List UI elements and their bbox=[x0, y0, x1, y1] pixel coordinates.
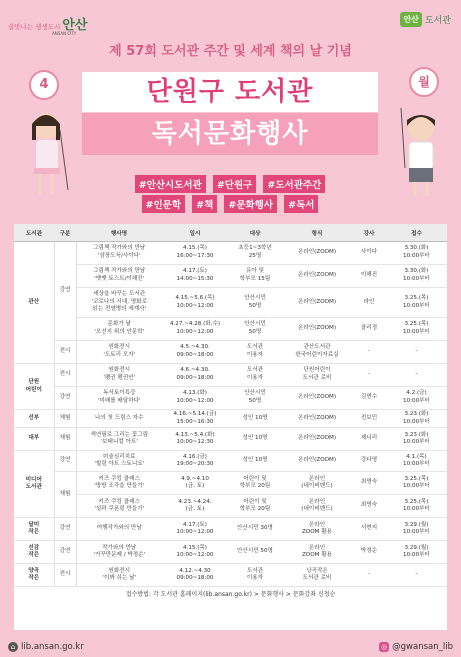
column-header: 구분 bbox=[54, 224, 76, 242]
table-row bbox=[14, 341, 447, 364]
table-row bbox=[14, 364, 447, 387]
table-cell-target: 어린이 및 학부모 20팀 bbox=[228, 495, 282, 518]
table-cell-lecturer: 사이다 bbox=[352, 242, 386, 265]
table-cell-date: 4.15.(목) 16:00~17:30 bbox=[162, 242, 228, 265]
table-cell-event: 여행작가와의 만남 bbox=[76, 518, 162, 541]
table-cell-date: 4.12.~4.30 09:00~18:00 bbox=[162, 564, 228, 587]
column-header: 접수 bbox=[386, 224, 447, 242]
table-cell-cat: 전시 bbox=[54, 364, 76, 387]
table-cell-cat: 강연 bbox=[54, 242, 76, 341]
table-cell-org: 선감 작은 bbox=[14, 541, 54, 564]
table-cell-date: 4.5.~4.30. 09:00~18:00 bbox=[162, 341, 228, 364]
table-cell-lecturer: 클리정 bbox=[352, 318, 386, 341]
hashtag: #독서 bbox=[284, 195, 318, 213]
city-slogan: 살맛나는 생생도시 bbox=[8, 23, 61, 31]
table-cell-cat: 체험 bbox=[54, 428, 76, 451]
table-cell-cat: 전시 bbox=[54, 564, 76, 587]
table-cell-target: 성인 10명 bbox=[228, 451, 282, 472]
registration-note: 접수방법: 각 도서관 홈페이지(lib.ansan.go.kr) > 문화행사 > 문화강좌 신청순 bbox=[125, 591, 336, 599]
hashtag: #도서관주간 bbox=[263, 175, 325, 193]
table-cell-event: 색연필로 그리는 꽃그림 '보태니컬 아트' bbox=[76, 428, 162, 451]
table-row bbox=[14, 410, 447, 428]
table-cell-format: 온라인 (네이버밴드) bbox=[282, 472, 352, 495]
table-cell-lecturer: 김면수 bbox=[352, 387, 386, 410]
table-row bbox=[14, 318, 447, 341]
table-cell-format: 온라인(ZOOM) bbox=[282, 451, 352, 472]
month-badge-right: 월 bbox=[409, 67, 439, 97]
table-cell-date: 4.17.(토) 10:00~12:00 bbox=[162, 518, 228, 541]
table-body bbox=[14, 242, 447, 587]
table-row bbox=[14, 242, 447, 265]
table-row bbox=[14, 265, 447, 288]
globe-icon: ⌂ bbox=[8, 642, 18, 652]
table-cell-event: 작가와의 만남 '거꾸만문제 / 박정순' bbox=[76, 541, 162, 564]
table-cell-lecturer: - bbox=[352, 341, 386, 364]
table-cell-format: 온라인 ZOOM 활용 bbox=[282, 518, 352, 541]
table-cell-date: 4.16.(금) 19:00~20:30 bbox=[162, 451, 228, 472]
tag-row-1 bbox=[110, 173, 350, 193]
hashtag: #책 bbox=[192, 195, 217, 213]
table-cell-lecturer: 전보민 bbox=[352, 410, 386, 428]
table-cell-org: 달미 작은 bbox=[14, 518, 54, 541]
table-cell-reg: 3.30.(화) 10:00부터 bbox=[386, 242, 447, 265]
table-cell-event: 원화전시 '펭귄 펭귄인' bbox=[76, 364, 162, 387]
title-line-2: 독서문화행사 bbox=[82, 113, 378, 155]
table-cell-event: 독서토이특강 '미래를 배달하다' bbox=[76, 387, 162, 410]
table-cell-date: 4.27.~4.28.(화,수) 10:00~12:00 bbox=[162, 318, 228, 341]
hashtag: #인문학 bbox=[142, 195, 186, 213]
table-cell-cat: 강연 bbox=[54, 518, 76, 541]
table-cell-org: 대부 bbox=[14, 428, 54, 451]
table-cell-event: 문화가 날 '오선지 위의 인문학' bbox=[76, 318, 162, 341]
table-cell-format: 온라인(ZOOM) bbox=[282, 288, 352, 318]
table-cell-target: 어린이 및 학부모 20팀 bbox=[228, 472, 282, 495]
table-row bbox=[14, 472, 447, 495]
table-cell-reg: 3.29.(월) 10:00부터 bbox=[386, 541, 447, 564]
table-cell-event: 미술심리치료 '힐링 아트 스토니요' bbox=[76, 451, 162, 472]
table-row bbox=[14, 451, 447, 472]
table-cell-date: 4.16.~5.14.(금) 15:00~16:30 bbox=[162, 410, 228, 428]
table-header-row bbox=[14, 224, 447, 242]
boy-illustration-icon bbox=[395, 98, 445, 200]
event-subtitle: 제 57회 도서관 주간 및 세계 책의 날 기념 bbox=[109, 44, 352, 59]
table-cell-date: 4.17.(토) 14:00~15:30 bbox=[162, 265, 228, 288]
table-cell-lecturer: 최명숙 bbox=[352, 472, 386, 495]
website-link[interactable] bbox=[8, 642, 84, 652]
hashtag: #문화행사 bbox=[224, 195, 277, 213]
title-line-1: 단원구 도서관 bbox=[82, 72, 378, 112]
table-cell-date: 4.13.(화) 10:00~12:00 bbox=[162, 387, 228, 410]
library-logo-badge: 안산 bbox=[400, 12, 421, 27]
table-row bbox=[14, 428, 447, 451]
table-cell-cat: 강연 bbox=[54, 387, 76, 410]
column-header: 강사 bbox=[352, 224, 386, 242]
table-cell-date: 4.13.~5.4.(화) 10:00~12:30 bbox=[162, 428, 228, 451]
website-text: lib.ansan.go.kr bbox=[21, 642, 84, 652]
table-cell-org: 선부 bbox=[14, 410, 54, 428]
table-cell-reg: - bbox=[386, 564, 447, 587]
table-cell-cat: 전시 bbox=[54, 341, 76, 364]
table-cell-reg: 3.25.(목) 10:00부터 bbox=[386, 288, 447, 318]
table-cell-format: 낭곡작은 도서관 로비 bbox=[282, 564, 352, 587]
instagram-text: @gwansan_lib bbox=[392, 642, 453, 652]
table-cell-format: 온라인(ZOOM) bbox=[282, 428, 352, 451]
table-row bbox=[14, 518, 447, 541]
table-cell-format: 온라인(ZOOM) bbox=[282, 318, 352, 341]
table-cell-lecturer: 강다영 bbox=[352, 451, 386, 472]
table-cell-event: 원화전시 '이봐 쉬는 날' bbox=[76, 564, 162, 587]
table-cell-target: 안산시민 50명 bbox=[228, 387, 282, 410]
table-cell-format: 단원어린이 도서관 로비 bbox=[282, 364, 352, 387]
table-cell-target: 도서관 이용자 bbox=[228, 341, 282, 364]
table-cell-target: 초등1~3학년 25명 bbox=[228, 242, 282, 265]
table-cell-cat: 체험 bbox=[54, 472, 76, 518]
hashtag: #단원구 bbox=[213, 175, 257, 193]
table-cell-reg: 3.30.(화) 10:00부터 bbox=[386, 265, 447, 288]
city-name: 안산 bbox=[62, 18, 88, 33]
table-cell-event: 원화전시 '도토리 모자' bbox=[76, 341, 162, 364]
table-cell-event: 키즈 쿠킹 클래스 '방방 조각을 만들기' bbox=[76, 472, 162, 495]
table-cell-event: 그림책 작가와의 만남 '뱃뱃 토스트/이해진' bbox=[76, 265, 162, 288]
table-cell-cat: 강연 bbox=[54, 451, 76, 472]
table-cell-target: 안산시민 30명 bbox=[228, 518, 282, 541]
table-cell-reg: 4.2.(금) 10:00부터 bbox=[386, 387, 447, 410]
instagram-link[interactable] bbox=[379, 642, 453, 652]
table-cell-lecturer: 서현지 bbox=[352, 518, 386, 541]
table-cell-date: 4.6.~4.30. 09:00~18:00 bbox=[162, 364, 228, 387]
table-cell-cat: 체험 bbox=[54, 410, 76, 428]
tag-row-2 bbox=[110, 193, 350, 213]
table-cell-format: 온라인(ZOOM) bbox=[282, 410, 352, 428]
table-row bbox=[14, 541, 447, 564]
hashtag: #안산시도서관 bbox=[135, 175, 206, 193]
table-cell-reg: 3.29.(월) 10:00부터 bbox=[386, 518, 447, 541]
table-cell-format: 온라인 (네이버밴드) bbox=[282, 495, 352, 518]
table-cell-format: 온라인(ZOOM) bbox=[282, 387, 352, 410]
table-cell-org: 양곡 작은 bbox=[14, 564, 54, 587]
table-cell-event: 키즈 쿠킹 클래스 '성곽 쿠폰링 만들기' bbox=[76, 495, 162, 518]
table-cell-event: 나의 첫 드림스 자수 bbox=[76, 410, 162, 428]
table-cell-reg: 3.25.(목) 10:00부터 bbox=[386, 495, 447, 518]
table-cell-lecturer: - bbox=[352, 564, 386, 587]
city-logo bbox=[8, 14, 87, 36]
table-cell-lecturer: - bbox=[352, 364, 386, 387]
column-header: 대상 bbox=[228, 224, 282, 242]
column-header: 형식 bbox=[282, 224, 352, 242]
table-cell-format: 온라인(ZOOM) bbox=[282, 242, 352, 265]
table-cell-org: 미디어 도서관 bbox=[14, 451, 54, 518]
table-cell-date: 4.15.(목) 10:00~12:00 bbox=[162, 541, 228, 564]
column-header: 행사명 bbox=[76, 224, 162, 242]
table-cell-event: 세상을 바꾸는 도서관 '코로나의 시대, 명화로 읽는 전염병의 세계사' bbox=[76, 288, 162, 318]
table-row bbox=[14, 387, 447, 410]
instagram-icon: ◎ bbox=[381, 643, 388, 651]
library-logo-text: 도서관 bbox=[424, 16, 451, 26]
table-cell-target: 안산시민 50명 bbox=[228, 318, 282, 341]
table-cell-lecturer: 최명숙 bbox=[352, 495, 386, 518]
table-cell-target: 안산시민 50명 bbox=[228, 288, 282, 318]
table-cell-reg: - bbox=[386, 364, 447, 387]
table-cell-reg: 3.23.(화) 10:00부터 bbox=[386, 428, 447, 451]
table-cell-lecturer: 라인 bbox=[352, 288, 386, 318]
column-header: 도서관 bbox=[14, 224, 54, 242]
table-cell-reg: 3.25.(목) 10:00부터 bbox=[386, 318, 447, 341]
table-cell-reg: - bbox=[386, 341, 447, 364]
table-cell-org: 단원 어린이 bbox=[14, 364, 54, 410]
table-cell-lecturer: 박정순 bbox=[352, 541, 386, 564]
table-cell-date: 4.23.~4.24. (금, 토) bbox=[162, 495, 228, 518]
table-cell-target: 성인 10명 bbox=[228, 428, 282, 451]
month-badge-left: 4 bbox=[29, 70, 59, 100]
event-table bbox=[14, 224, 447, 587]
table-cell-target: 도서관 이용자 bbox=[228, 564, 282, 587]
table-cell-cat: 강연 bbox=[54, 541, 76, 564]
table-cell-format: 온라인(ZOOM) bbox=[282, 265, 352, 288]
table-cell-format: 온라인 ZOOM 활용 bbox=[282, 541, 352, 564]
table-cell-lecturer: 이해진 bbox=[352, 265, 386, 288]
table-cell-format: 관산도서관 한국어린이자료실 bbox=[282, 341, 352, 364]
table-cell-event: 그림책 작가와의 만남 '삼장도득/사이다' bbox=[76, 242, 162, 265]
girl-illustration-icon bbox=[22, 100, 74, 200]
column-header: 일시 bbox=[162, 224, 228, 242]
city-sub: ANSAN CITY bbox=[52, 31, 77, 36]
table-cell-target: 유아 및 학부모 15팀 bbox=[228, 265, 282, 288]
table-cell-target: 안산시민 50명 bbox=[228, 541, 282, 564]
table-cell-target: 성인 10명 bbox=[228, 410, 282, 428]
table-row bbox=[14, 495, 447, 518]
event-table-panel bbox=[14, 224, 447, 630]
table-cell-reg: 3.23.(화) 10:00부터 bbox=[386, 410, 447, 428]
table-cell-date: 4.15.~5.6.(목) 10:00~12:00 bbox=[162, 288, 228, 318]
table-row bbox=[14, 288, 447, 318]
table-cell-org: 관산 bbox=[14, 242, 54, 364]
table-cell-reg: 3.25.(목) 10:00부터 bbox=[386, 472, 447, 495]
table-cell-date: 4.9.~4.10 (금, 토) bbox=[162, 472, 228, 495]
table-row bbox=[14, 564, 447, 587]
table-cell-lecturer: 제니리 bbox=[352, 428, 386, 451]
library-logo bbox=[400, 12, 451, 27]
table-cell-target: 도서관 이용자 bbox=[228, 364, 282, 387]
table-cell-reg: 4.1.(목) 10:00부터 bbox=[386, 451, 447, 472]
